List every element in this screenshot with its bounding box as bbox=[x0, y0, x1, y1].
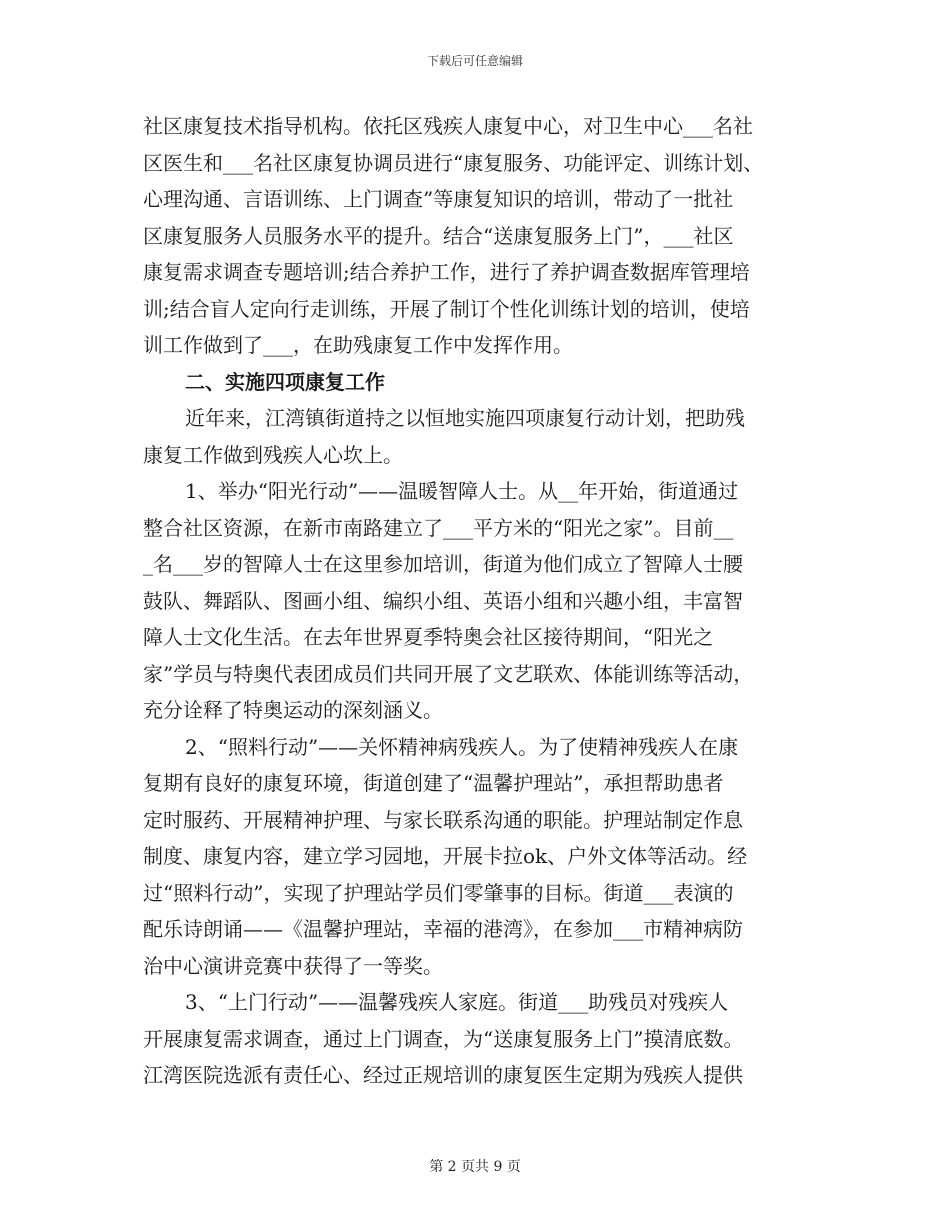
section-heading: 二、实施四项康复工作 bbox=[185, 369, 385, 394]
paragraph-start-line: 2、“照料行动”——关怀精神病残疾人。为了使精神残疾人在康 bbox=[185, 734, 739, 759]
body-line: 区医生和___名社区康复协调员进行“康复服务、功能评定、训练计划、 bbox=[143, 150, 764, 175]
body-line: 整合社区资源，在新市南路建立了___平方米的“阳光之家”。目前__ bbox=[143, 515, 734, 540]
body-line: 充分诠释了特奥运动的深刻涵义。 bbox=[143, 698, 443, 722]
body-line: 治中心演讲竞赛中获得了一等奖。 bbox=[143, 953, 443, 978]
body-line: 制度、康复内容，建立学习园地，开展卡拉ok、户外文体等活动。经 bbox=[143, 844, 748, 868]
body-line: 康复工作做到残疾人心坎上。 bbox=[143, 442, 403, 467]
body-line: 复期有良好的康复环境，街道创建了“温馨护理站”，承担帮助患者 bbox=[143, 771, 724, 795]
body-line: 配乐诗朗诵——《温馨护理站，幸福的港湾》，在参加___市精神病防 bbox=[143, 917, 743, 941]
body-line: 训;结合盲人定向行走训练，开展了制订个性化训练计划的培训，使培 bbox=[143, 296, 750, 321]
body-line: 训工作做到了___，在助残康复工作中发挥作用。 bbox=[143, 333, 573, 357]
document-body bbox=[143, 108, 823, 1094]
body-line: 鼓队、舞蹈队、图画小组、编织小组、英语小组和兴趣小组，丰富智 bbox=[143, 588, 743, 613]
body-line: 障人士文化生活。在去年世界夏季特奥会社区接待期间，“阳光之 bbox=[143, 625, 714, 649]
page-footer: 第 2 页共 9 页 bbox=[429, 1159, 521, 1175]
body-line: 定时服药、开展精神护理、与家长联系沟通的职能。护理站制定作息 bbox=[143, 807, 743, 832]
body-line: 江湾医院选派有责任心、经过正规培训的康复医生定期为残疾人提供 bbox=[143, 1063, 743, 1087]
body-line: 过“照料行动”，实现了护理站学员们零肇事的目标。街道___表演的 bbox=[143, 880, 734, 905]
paragraph-start-line: 3、“上门行动”——温馨残疾人家庭。街道___助残员对残疾人 bbox=[185, 990, 729, 1014]
paragraph-start-line: 1、举办“阳光行动”——温暖智障人士。从__年开始，街道通过 bbox=[185, 479, 739, 503]
body-line: 康复需求调查专题培训;结合养护工作，进行了养护调查数据库管理培 bbox=[143, 260, 750, 284]
body-line: 社区康复技术指导机构。依托区残疾人康复中心，对卫生中心___名社 bbox=[143, 114, 753, 138]
body-line: 家”学员与特奥代表团成员们共同开展了文艺联欢、体能训练等活动， bbox=[143, 661, 754, 686]
body-line: _名___岁的智障人士在这里参加培训，街道为他们成立了智障人士腰 bbox=[143, 552, 743, 576]
body-line: 开展康复需求调查，通过上门调查，为“送康复服务上门”摸清底数。 bbox=[143, 1026, 744, 1051]
page-header: 下载后可任意编辑 bbox=[426, 54, 523, 68]
body-line: 区康复服务人员服务水平的提升。结合“送康复服务上门”，___社区 bbox=[143, 223, 734, 248]
paragraph-start-line: 近年来，江湾镇街道持之以恒地实施四项康复行动计划，把助残 bbox=[185, 406, 745, 430]
body-line: 心理沟通、言语训练、上门调查”等康复知识的培训，带动了一批社 bbox=[143, 187, 734, 211]
